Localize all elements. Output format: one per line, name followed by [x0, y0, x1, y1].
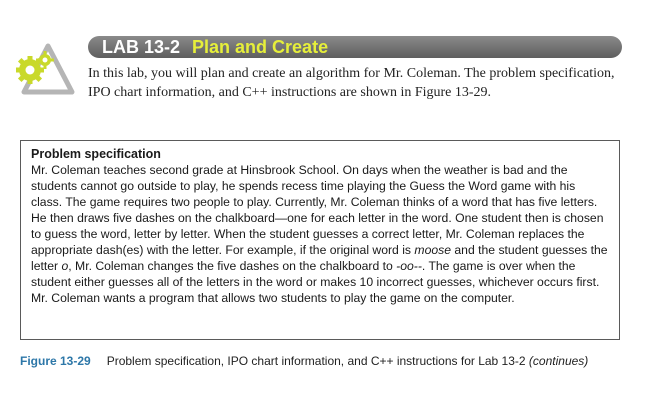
spec-word-moose: moose: [414, 243, 452, 257]
figure-description: Problem specification, IPO chart information, and C++ instructions for Lab 13-2: [106, 354, 526, 368]
lab-title: [102, 36, 328, 58]
spec-text-3: , Mr. Coleman changes the five dashes on the chalkboard to: [68, 259, 397, 273]
spec-pattern: -oo--: [396, 259, 422, 273]
spec-text-4: . The game is over when the student either guesses all of the letters in the word or makes 10 incorrect guesses, whichever occurs first. Mr. Coleman wants a program that allows two students to play the game on the computer.: [31, 259, 600, 305]
figure-caption: [20, 353, 620, 370]
spec-heading: Problem specification: [31, 147, 161, 161]
spec-text-1: Mr. Coleman teaches second grade at Hinsbrook School. On days when the weather is bad and the students cannot go outside to play, he spends recess time playing the Guess the Word game with his class. The game requires two people to play. Currently, Mr. Coleman thinks of a word that has five letters. He then draws five dashes on the chalkboard—one for each letter in the word. One student then is chosen to guess the word, letter by letter. When the student guesses a correct letter, Mr. Coleman replaces the appropriate dash(es) with the letter. For example, if the original word is: [31, 163, 604, 257]
lab-intro: In this lab, you will plan and create an algorithm for Mr. Coleman. The problem specification, IPO chart information, and C++ instructions are shown in Figure 13-29.: [88, 66, 615, 100]
gear-triangle-icon: [14, 30, 78, 102]
spec-letter-o: o: [61, 259, 69, 273]
spec-text-2: and the student guesses the letter: [31, 243, 608, 273]
lab-number: LAB 13-2: [102, 37, 181, 57]
lab-subtitle: Plan and Create: [192, 37, 329, 57]
figure-label: Figure 13-29: [20, 354, 91, 368]
problem-specification-box: [20, 140, 620, 340]
figure-continues: (continues): [528, 354, 589, 368]
spec-body: [31, 162, 609, 306]
